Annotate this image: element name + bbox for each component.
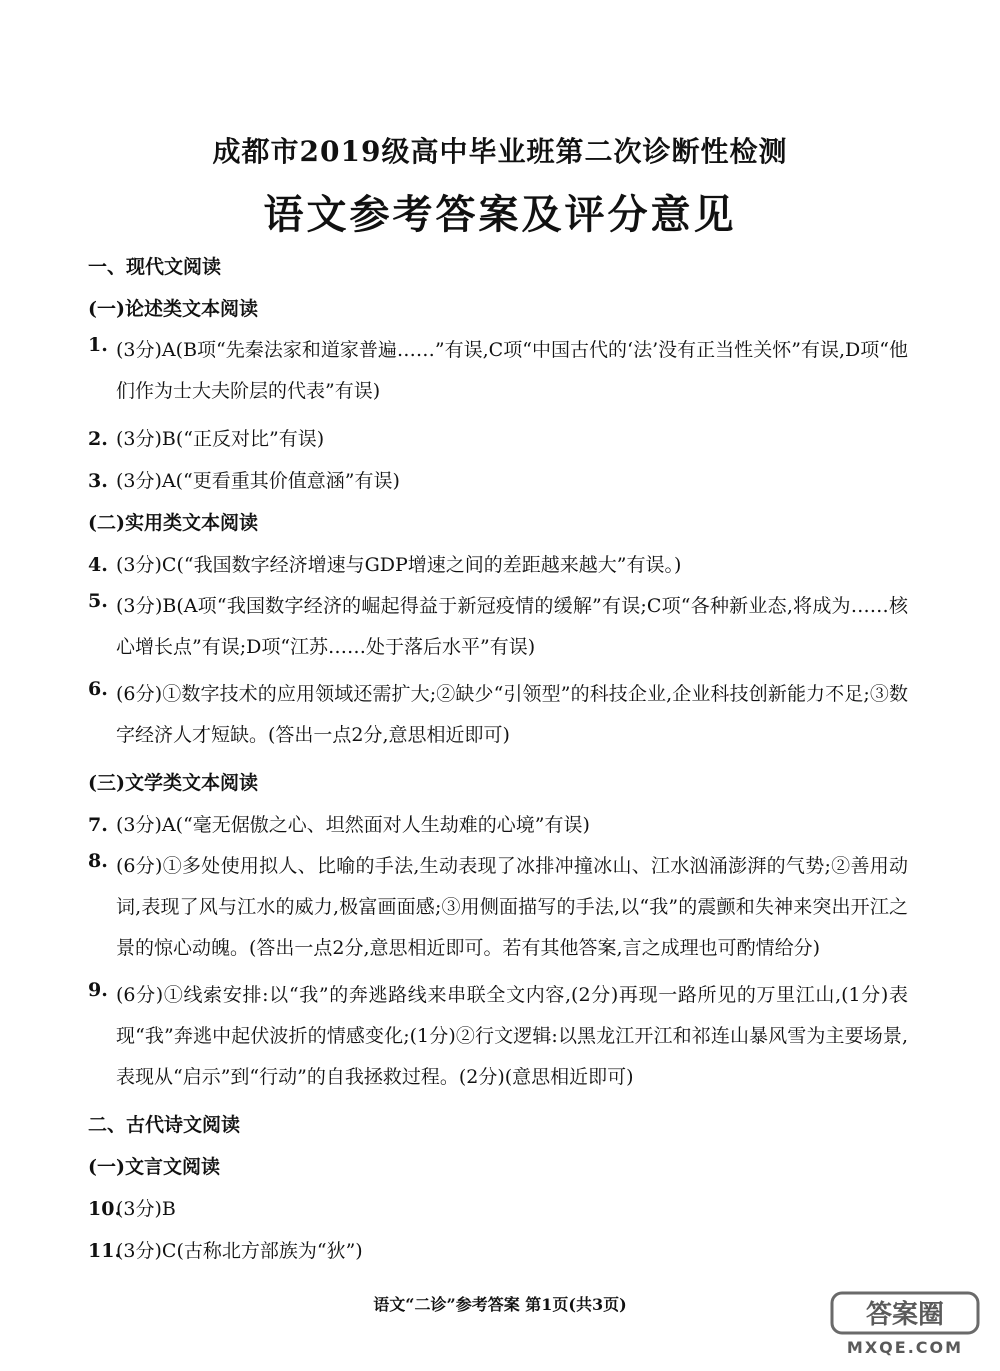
- answer-item-7: [88, 810, 908, 840]
- answer-item-10: [88, 1194, 908, 1224]
- section-heading-ancient-reading: 二、古代诗文阅读: [88, 1114, 241, 1136]
- question-number: 10.: [88, 1198, 122, 1220]
- answer-content: [88, 252, 908, 1278]
- answer-item-3: [88, 466, 908, 496]
- answer-text: (3分)A(“毫无倨傲之心、坦然面对人生劫难的心境”有误): [116, 814, 590, 836]
- answer-item-1: [88, 330, 908, 412]
- answer-item-4: [88, 550, 908, 580]
- question-number: 9.: [88, 979, 108, 1001]
- answer-text: (3分)B: [116, 1198, 176, 1220]
- watermark-logo-icon: [830, 1291, 980, 1357]
- answer-text: (3分)B(A项“我国数字经济的崛起得益于新冠疫情的缓解”有误;C项“各种新业态,将成为……核心增长点”有误;D项“江苏……处于落后水平”有误): [116, 595, 908, 658]
- answer-item-5: [88, 586, 908, 668]
- question-number: 7.: [88, 814, 108, 836]
- answer-item-9: [88, 975, 908, 1098]
- question-number: 11.: [88, 1240, 122, 1262]
- document-subtitle: 语文参考答案及评分意见: [263, 191, 737, 238]
- subsection-heading-argument-reading: (一)论述类文本阅读: [88, 298, 258, 320]
- answer-text: (3分)B(“正反对比”有误): [116, 428, 325, 450]
- answer-text: (6分)①线索安排:以“我”的奔逃路线来串联全文内容,(2分)再现一路所见的万里江山,(1分)表现“我”奔逃中起伏波折的情感变化;(1分)②行文逻辑:以黑龙江开江和祁连山暴风雪为主要场景,表现从“启示”到“行动”的自我拯救过程。(2分)(意思相近即可): [116, 984, 908, 1088]
- answer-item-11: [88, 1236, 908, 1266]
- answer-text: (3分)A(“更看重其价值意涵”有误): [116, 470, 400, 492]
- question-number: 5.: [88, 590, 108, 612]
- question-number: 3.: [88, 470, 108, 492]
- answer-text: (3分)C(“我国数字经济增速与GDP增速之间的差距越来越大”有误。): [116, 554, 682, 576]
- answer-text: (6分)①多处使用拟人、比喻的手法,生动表现了冰排冲撞冰山、江水汹涌澎湃的气势;②善用动词,表现了风与江水的威力,极富画面感;③用侧面描写的手法,以“我”的震颤和失神来突出开江之景的惊心动魄。(答出一点2分,意思相近即可。若有其他答案,言之成理也可酌情给分): [116, 855, 908, 959]
- answer-item-6: [88, 674, 908, 756]
- question-number: 4.: [88, 554, 108, 576]
- answer-item-8: [88, 846, 908, 969]
- question-number: 2.: [88, 428, 108, 450]
- question-number: 1.: [88, 334, 108, 356]
- document-title: 成都市2019级高中毕业班第二次诊断性检测: [212, 135, 788, 168]
- question-number: 6.: [88, 678, 108, 700]
- answer-text: (6分)①数字技术的应用领域还需扩大;②缺少“引领型”的科技企业,企业科技创新能力不足;③数字经济人才短缺。(答出一点2分,意思相近即可): [116, 683, 908, 746]
- page-footer: 语文“二诊”参考答案 第1页(共3页): [373, 1295, 627, 1314]
- watermark-site-text: MXQE.COM: [846, 1338, 964, 1357]
- subsection-heading-classical-reading: (一)文言文阅读: [88, 1156, 220, 1178]
- answer-item-2: [88, 424, 908, 454]
- answer-text: (3分)A(B项“先秦法家和道家普遍……”有误,C项“中国古代的‘法’没有正当性关怀”有误,D项“他们作为士大夫阶层的代表”有误): [116, 339, 908, 402]
- subsection-heading-practical-reading: (二)实用类文本阅读: [88, 512, 258, 534]
- question-number: 8.: [88, 850, 108, 872]
- section-heading-modern-reading: 一、现代文阅读: [88, 256, 222, 278]
- subsection-heading-literary-reading: (三)文学类文本阅读: [88, 772, 258, 794]
- watermark-logo-text: 答案圈: [865, 1300, 945, 1330]
- answer-text: (3分)C(古称北方部族为“狄”): [116, 1240, 363, 1262]
